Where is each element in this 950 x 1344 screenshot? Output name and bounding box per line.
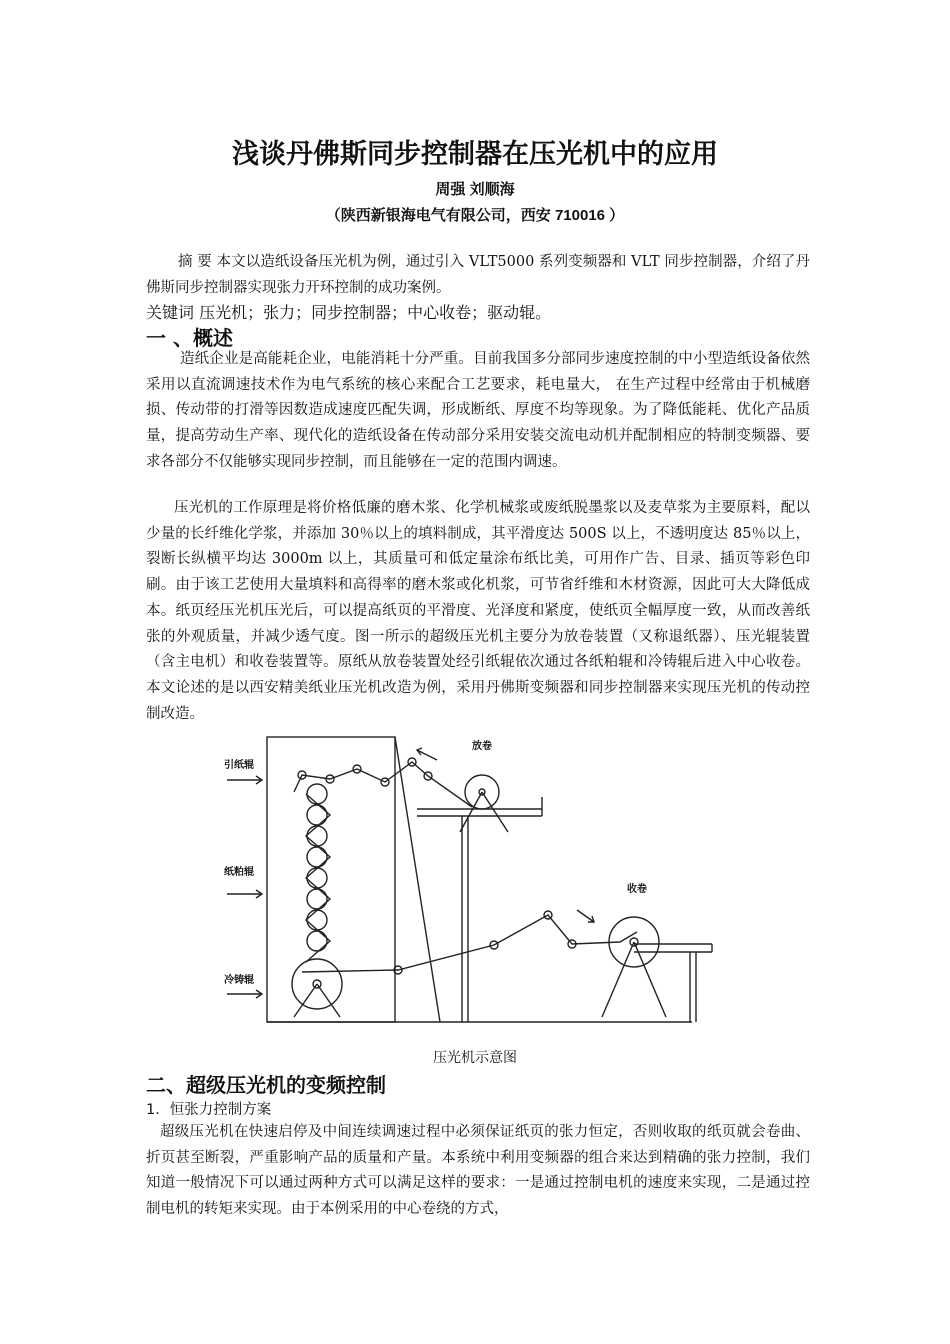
arrow-unwind xyxy=(417,748,437,760)
arrow-chill-roll xyxy=(227,990,262,998)
calender-machine-diagram xyxy=(222,732,722,1030)
arrow-paper-roll xyxy=(227,890,262,898)
label-chill-roll: 冷铸辊 xyxy=(224,975,254,986)
section-heading-overview: 一 、概述 xyxy=(146,326,233,350)
arrow-rewind xyxy=(577,910,594,922)
label-unwind: 放卷 xyxy=(472,741,492,752)
guide-rolls xyxy=(294,758,472,807)
authors: 周强 刘顺海 xyxy=(435,181,515,198)
section-heading-vfd: 二、超级压光机的变频控制 xyxy=(146,1073,386,1097)
subsection-heading: 1．恒张力控制方案 xyxy=(146,1102,272,1118)
rewind-stand xyxy=(602,917,712,1022)
paragraph-overview-2: 压光机的工作原理是将价格低廉的磨木浆、化学机械浆或废纸脱墨浆以及麦草浆为主要原料，配以少量的长纤维化学浆，并添加 30％以上的填料制成，其平滑度达 500S 以上，不透明度达 85％以上，裂断长纵横平均达 3000m 以上，其质量可和低定量涂布纸比美，可用作广告、目录、插页等彩色印刷。由于该工艺使用大量填料和高得率的磨木浆或化机浆，可节省纤维和木材资源，因此可大大降低成本。纸页经压光机压光后，可以提高纸页的平滑度、光泽度和紧度，使纸页全幅厚度一致，从而改善纸张的外观质量，并减少透气度。图一所示的超级压光机主要分为放卷装置（又称退纸器）、压光辊装置（含主电机）和收卷装置等。原纸从放卷装置处经引纸辊依次通过各纸粕辊和冷铸辊后进入中心收卷。本文论述的是以西安精美纸业压光机改造为例，采用丹佛斯变频器和同步控制器来实现压光机的传动控制改造。 xyxy=(146,500,810,722)
unwind-stand xyxy=(417,775,542,1022)
affiliation: （陕西新银海电气有限公司，西安 710016 ） xyxy=(325,207,625,224)
label-rewind: 收卷 xyxy=(627,884,647,895)
machine-frame xyxy=(267,737,395,1022)
paper-path-rewind xyxy=(302,915,637,972)
keywords: 关键词 压光机；张力；同步控制器；中心收卷；驱动辊。 xyxy=(146,303,552,322)
label-paper-roll: 纸粕辊 xyxy=(224,867,254,878)
label-guide-roll: 引纸辊 xyxy=(224,760,254,771)
paper-title: 浅谈丹佛斯同步控制器在压光机中的应用 xyxy=(232,139,718,170)
arrow-guide-roll xyxy=(227,776,262,784)
paragraph-tension: 超级压光机在快速启停及中间连续调速过程中必须保证纸页的张力恒定，否则收取的纸页就会卷曲、折页甚至断裂，严重影响产品的质量和产量。本系统中利用变频器的组合来达到精确的张力控制，我们知道一般情况下可以通过两种方式可以满足这样的要求：一是通过控制电机的速度来实现，二是通过控制电机的转矩来实现。由于本例采用的中心卷绕的方式， xyxy=(146,1124,810,1218)
paragraph-overview-1: 造纸企业是高能耗企业，电能消耗十分严重。目前我国多分部同步速度控制的中小型造纸设备依然采用以直流调速技术作为电气系统的核心来配合工艺要求，耗电量大， 在生产过程中经常由于机械磨损、传动带的打滑等因数造成速度匹配失调，形成断纸、厚度不均等现象。为了降低能耗、优化产品质量，提高劳动生产率、现代化的造纸设备在传动部分采用安装交流电动机并配制相应的特制变频器、要求各部分不仅能够实现同步控制，而且能够在一定的范围内调速。 xyxy=(146,351,810,470)
abstract: 摘 要 本文以造纸设备压光机为例，通过引入 VLT5000 系列变频器和 VLT 同步控制器，介绍了丹佛斯同步控制器实现张力开环控制的成功案例。 xyxy=(146,254,810,296)
chill-roll xyxy=(292,959,342,1017)
figure-caption: 压光机示意图 xyxy=(433,1050,517,1066)
